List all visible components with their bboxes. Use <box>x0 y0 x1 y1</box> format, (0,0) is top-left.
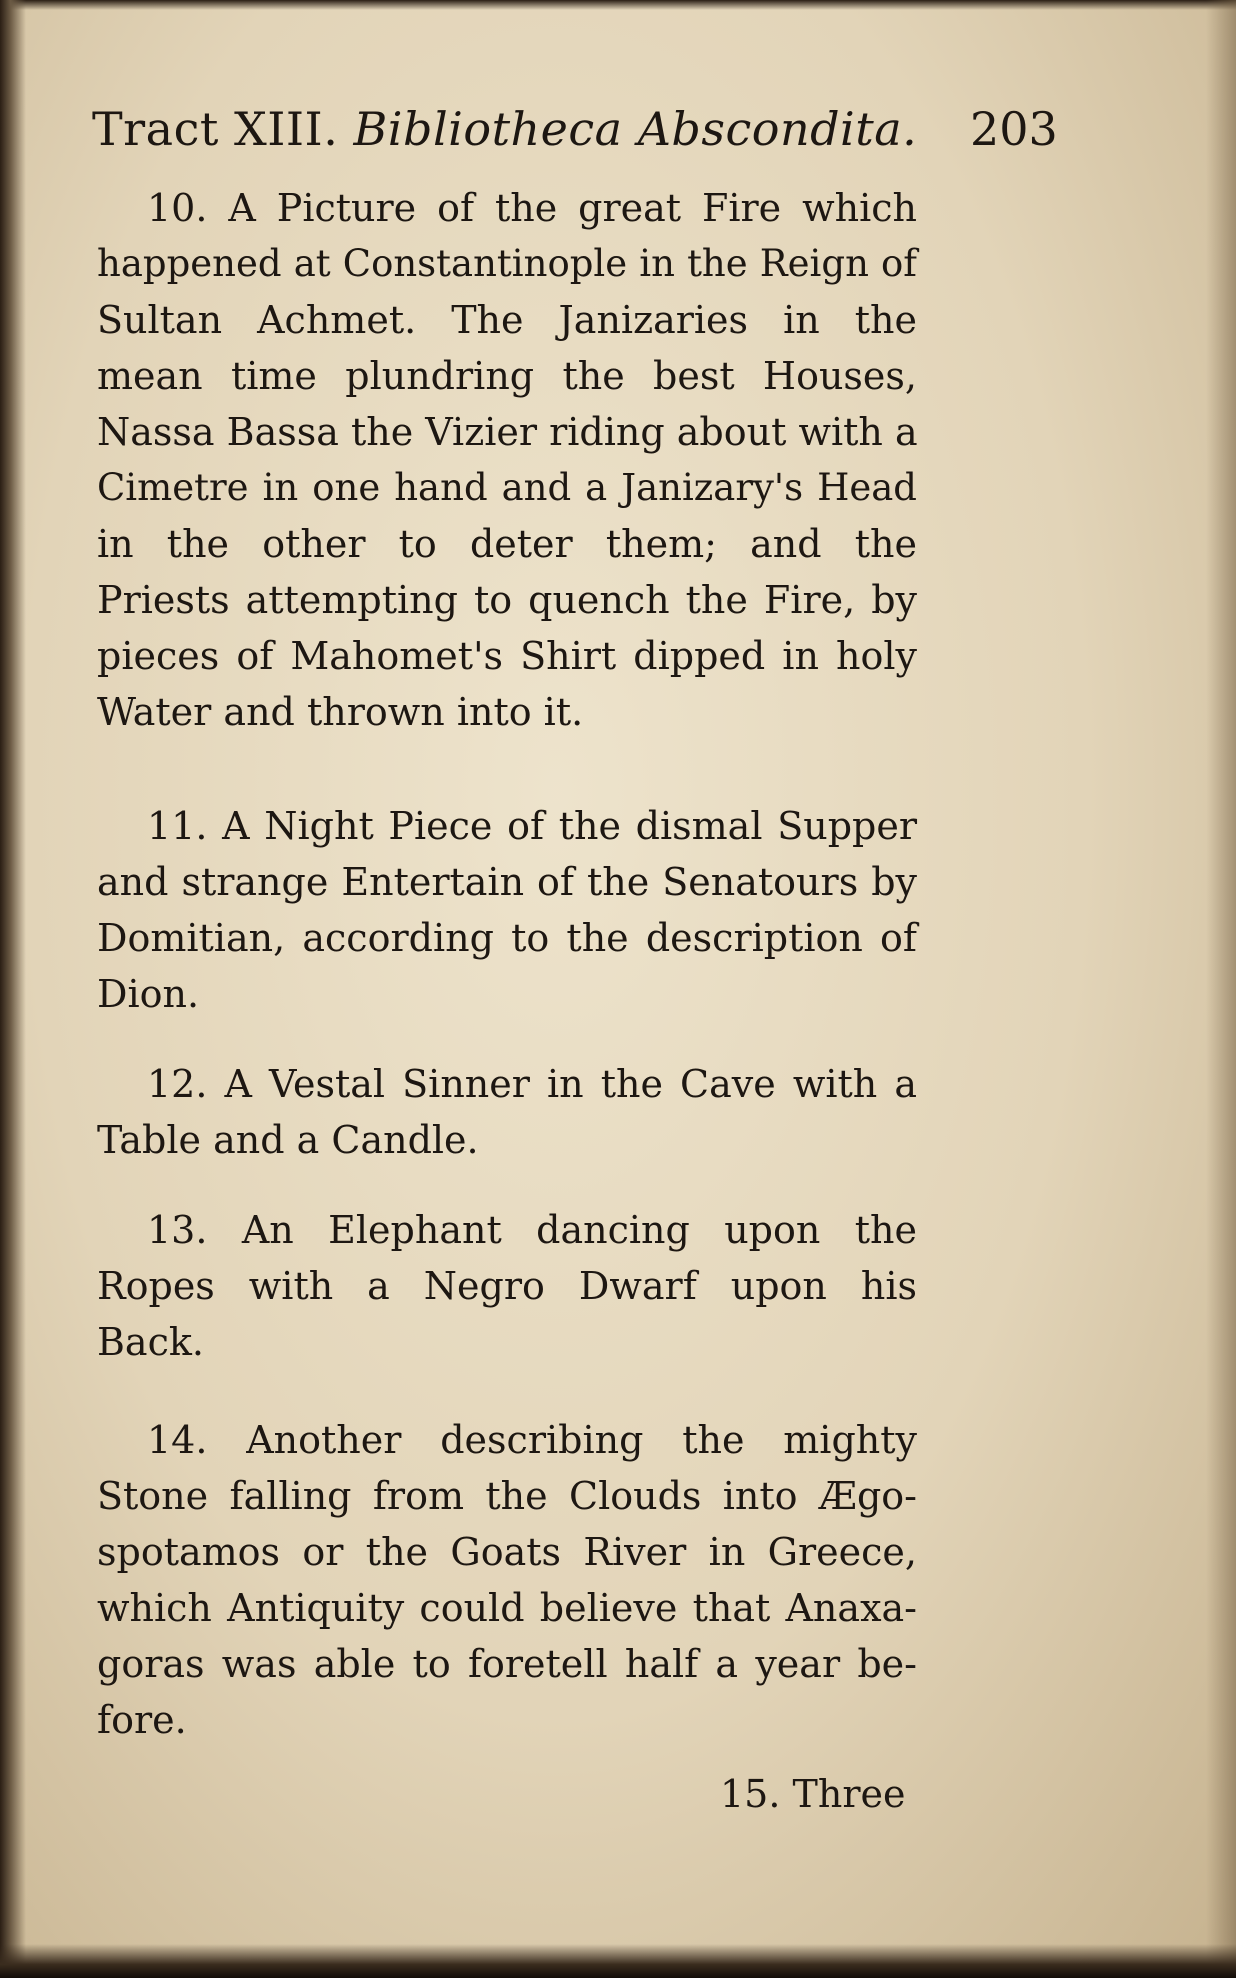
text-line: 11. A Night Piece of the dismal Supper <box>147 804 917 848</box>
text-line: Back. <box>97 1320 204 1364</box>
page-bottom-edge <box>0 1944 1236 1978</box>
text-line: which Antiquity could believe that Anaxa- <box>97 1586 917 1630</box>
text-line: Cimetre in one hand and a Janizary's Head <box>97 466 917 509</box>
text-line: 14. Another describing the mighty <box>147 1418 917 1462</box>
page-right-edge <box>1206 0 1236 1978</box>
text-line: happened at Constantinople in the Reign of <box>97 242 917 285</box>
entry-10 <box>97 180 917 740</box>
page-number: 203 <box>970 102 1058 156</box>
entry-12 <box>97 1056 917 1168</box>
page-header <box>92 102 1072 172</box>
text-line: 12. A Vestal Sinner in the Cave with a <box>147 1062 917 1106</box>
text-line: Sultan Achmet. The Janizaries in the <box>97 298 917 342</box>
text-line: Ropes with a Negro Dwarf upon his <box>97 1264 917 1308</box>
running-head-italic: Bibliotheca Abscondita. <box>353 102 918 156</box>
text-line: goras was able to foretell half a year be- <box>97 1642 917 1686</box>
gutter-shadow <box>0 0 26 1978</box>
text-line: Table and a Candle. <box>97 1118 479 1162</box>
running-head-roman: Tract XIII. <box>92 102 339 156</box>
text-line: Domitian, according to the description of <box>97 916 917 960</box>
text-line: pieces of Mahomet's Shirt dipped in holy <box>97 634 917 678</box>
page-top-edge <box>0 0 1236 10</box>
text-line: mean time plundring the best Houses, <box>97 354 917 398</box>
text-line: Dion. <box>97 972 200 1016</box>
catchword: 15. Three <box>720 1772 906 1816</box>
text-line: fore. <box>97 1698 187 1742</box>
running-head <box>92 102 917 156</box>
entry-11 <box>97 798 917 1022</box>
entry-14 <box>97 1412 917 1748</box>
text-line: Priests attempting to quench the Fire, by <box>97 578 917 622</box>
entry-13 <box>97 1202 917 1370</box>
text-line: Nassa Bassa the Vizier riding about with a <box>97 410 918 454</box>
text-line: Water and thrown into it. <box>97 690 584 734</box>
text-line: spotamos or the Goats River in Greece, <box>97 1530 917 1574</box>
text-line: and strange Entertain of the Senatours by <box>97 860 917 904</box>
text-line: in the other to deter them; and the <box>97 522 917 566</box>
text-line: 10. A Picture of the great Fire which <box>147 186 917 230</box>
text-line: Stone falling from the Clouds into Ægo- <box>97 1474 917 1518</box>
text-line: 13. An Elephant dancing upon the <box>147 1208 917 1252</box>
